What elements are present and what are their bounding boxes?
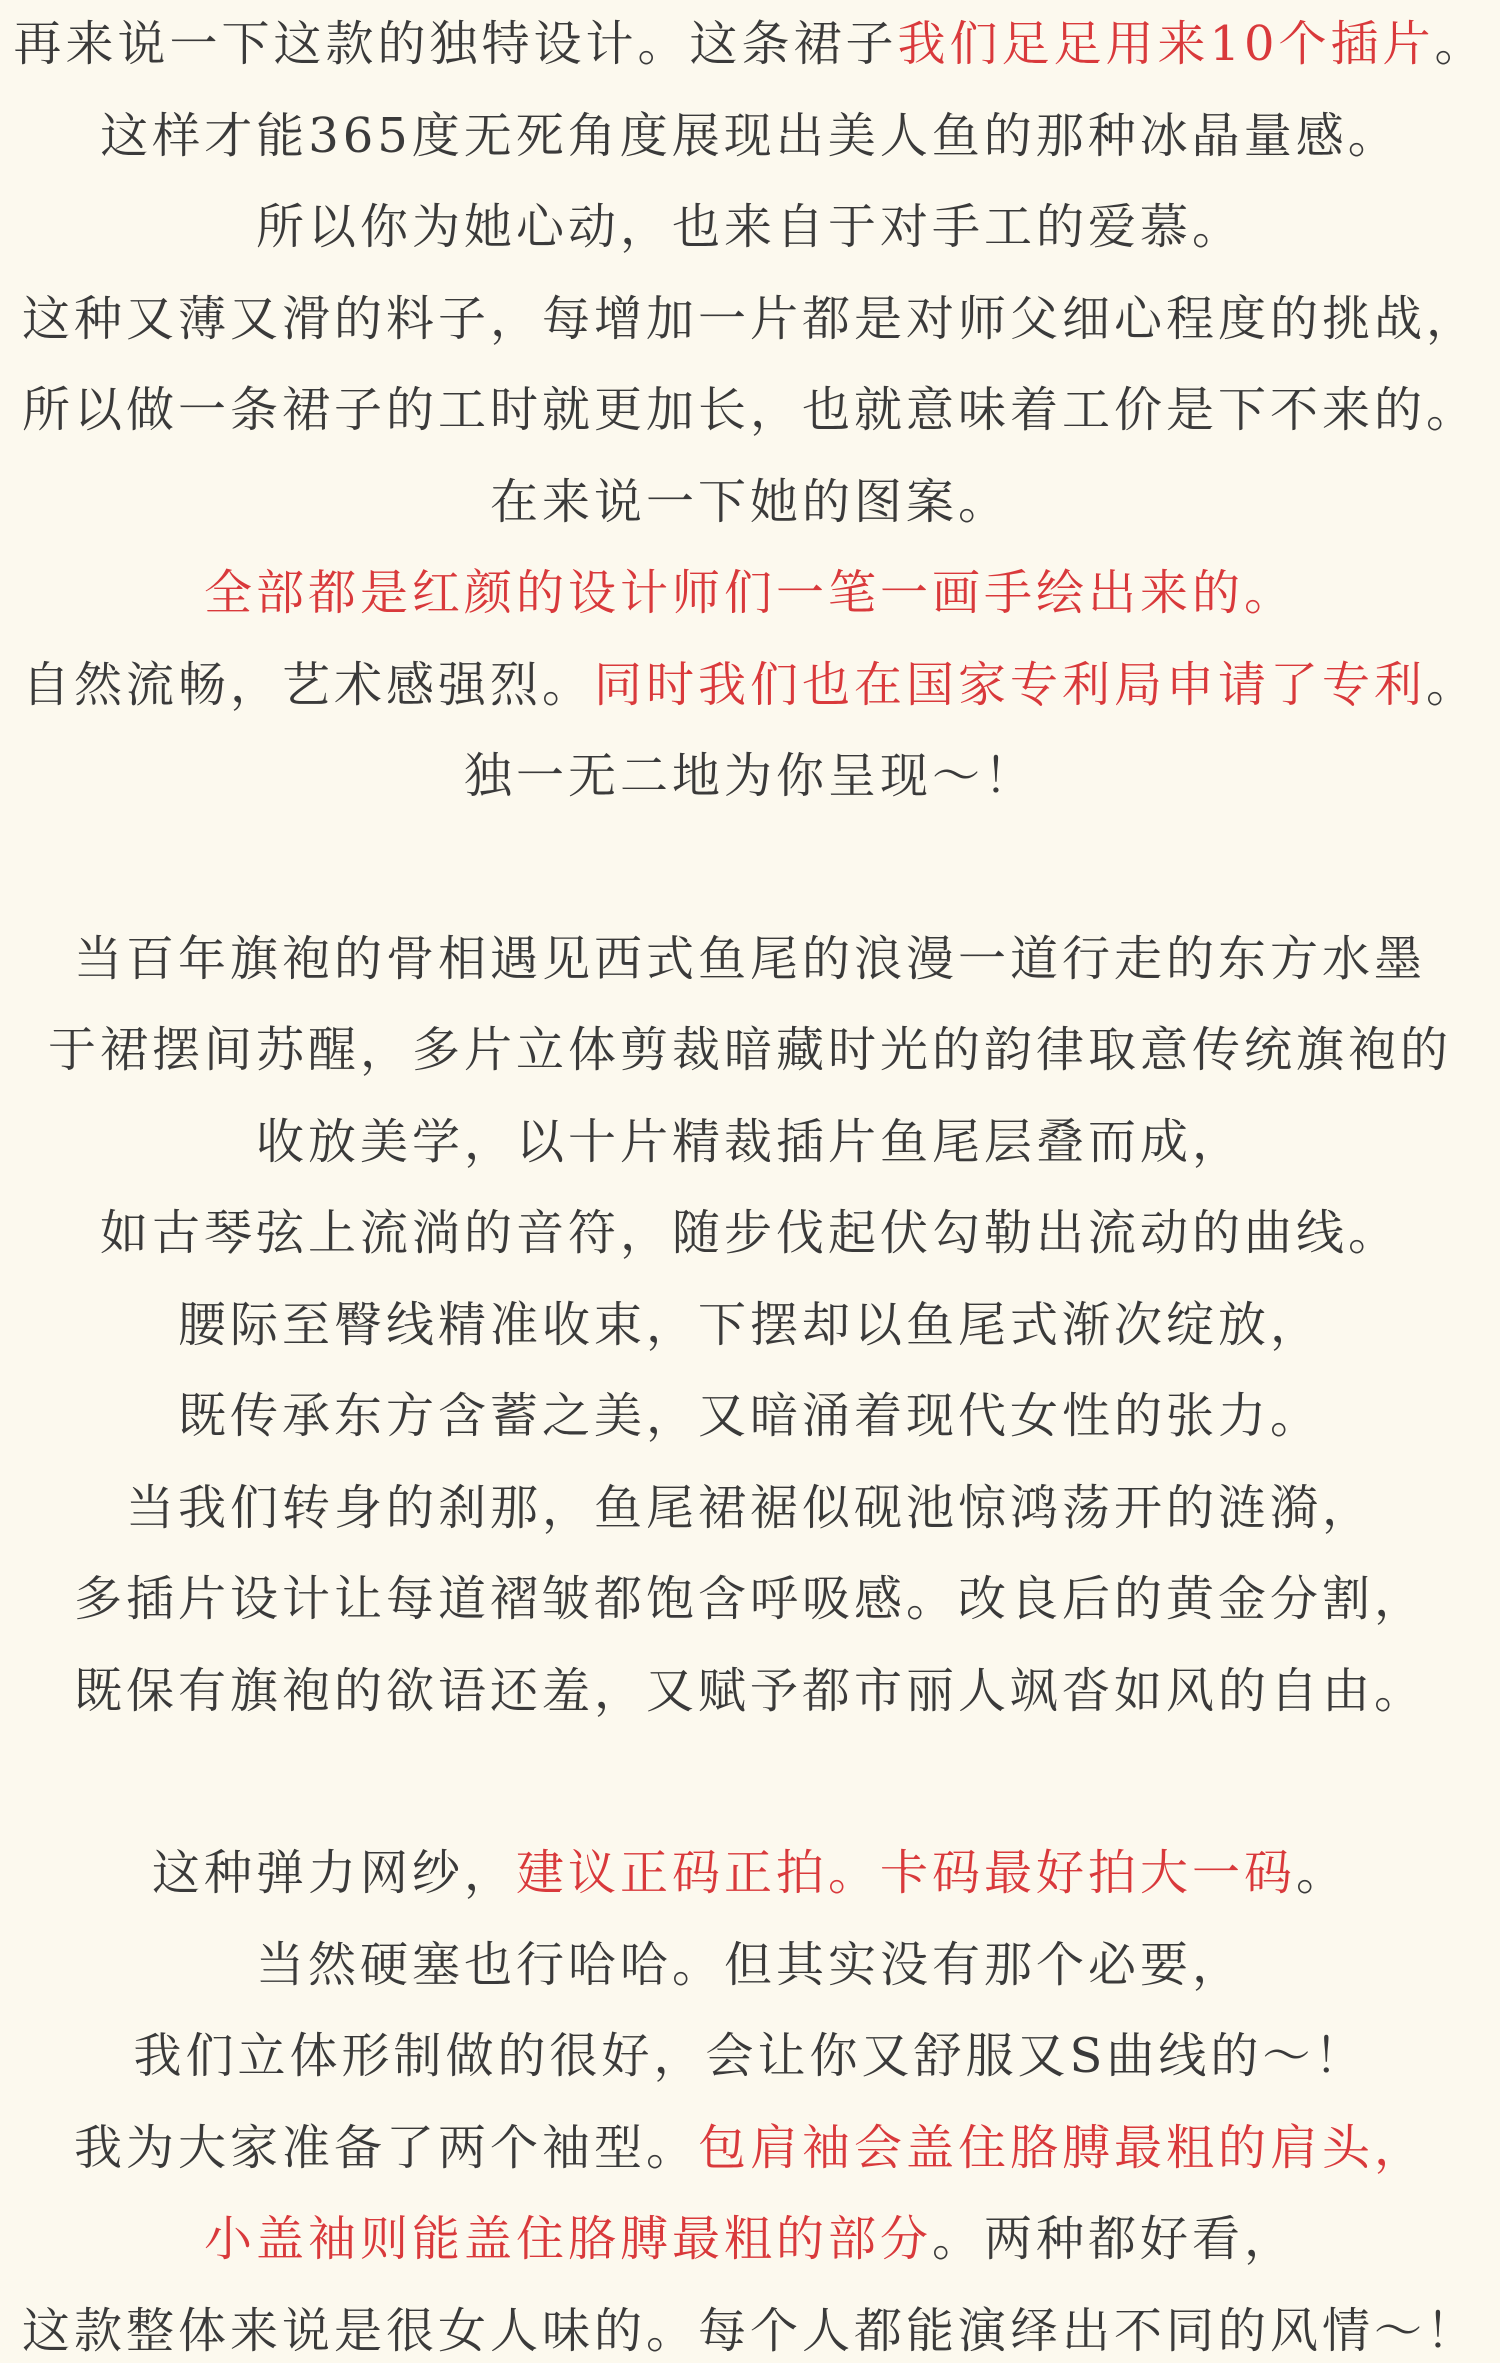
text-line	[0, 1933, 1500, 1997]
text-segment: 我为大家准备了两个袖型。	[73, 2119, 698, 2176]
text-segment: 腰际至臀线精准收束，下摆却以鱼尾式渐次绽放，	[177, 1296, 1322, 1353]
text-line	[0, 1476, 1500, 1540]
text-segment: 多插片设计让每道褶皱都饱含呼吸感。改良后的黄金分割，	[73, 1571, 1426, 1627]
text-line	[0, 1293, 1500, 1357]
text-segment: 当我们转身的刹那，鱼尾裙裾似砚池惊鸿荡开的涟漪，	[125, 1479, 1374, 1536]
text-line	[0, 12, 1500, 76]
text-segment: 既传承东方含蓄之美，又暗涌着现代女性的张力。	[177, 1388, 1322, 1444]
text-line	[0, 2207, 1500, 2271]
text-segment: 。	[1296, 1845, 1349, 1901]
text-segment: 既保有旗袍的欲语还羞，又赋予都市丽人飒沓如风的自由。	[73, 1662, 1426, 1719]
text-line	[0, 2024, 1500, 2088]
text-segment: 于裙摆间苏醒，多片立体剪裁暗藏时光的韵律取意传统旗袍的	[47, 1022, 1452, 1078]
text-line	[0, 1201, 1500, 1265]
text-segment: 。	[1426, 656, 1479, 713]
text-line	[0, 195, 1500, 259]
text-line	[0, 561, 1500, 625]
text-line	[0, 1567, 1500, 1631]
text-line	[0, 287, 1500, 351]
text-line	[0, 1384, 1500, 1448]
text-segment: 这种弹力网纱，	[151, 1845, 516, 1901]
text-segment: 再来说一下这款的独特设计。这条裙子	[13, 16, 898, 72]
text-line	[0, 2116, 1500, 2180]
highlight-text: 小盖袖则能盖住胳膊最粗的部分	[203, 2211, 932, 2267]
text-segment: 所以做一条裙子的工时就更加长，也就意味着工价是下不来的。	[21, 382, 1478, 438]
text-line	[0, 1659, 1500, 1723]
text-segment: 当百年旗袍的骨相遇见西式鱼尾的浪漫一道行走的东方水墨	[73, 930, 1426, 987]
text-segment: 这种又薄又滑的料子，每增加一片都是对师父细心程度的挑战，	[21, 290, 1478, 347]
text-line	[0, 744, 1500, 808]
text-line	[0, 653, 1500, 717]
highlight-text: 全部都是红颜的设计师们一笔一画手绘出来的。	[203, 565, 1296, 621]
text-segment: 收放美学，以十片精裁插片鱼尾层叠而成，	[255, 1113, 1244, 1170]
text-line	[0, 104, 1500, 168]
text-line	[0, 927, 1500, 991]
text-line	[0, 1841, 1500, 1905]
text-line	[0, 378, 1500, 442]
text-segment: 自然流畅，艺术感强烈。	[21, 656, 594, 713]
text-segment: 我们立体形制做的很好，会让你又舒服又S曲线的～！	[133, 2028, 1367, 2084]
text-segment: 。两种都好看，	[932, 2211, 1297, 2267]
text-segment: 独一无二地为你呈现～！	[463, 748, 1036, 804]
text-line	[0, 2299, 1500, 2363]
highlight-text: 同时我们也在国家专利局申请了专利	[593, 656, 1426, 713]
text-segment: 如古琴弦上流淌的音符，随步伐起伏勾勒出流动的曲线。	[99, 1205, 1400, 1261]
highlight-text: 建议正码正拍。卡码最好拍大一码	[515, 1845, 1296, 1901]
text-segment: 当然硬塞也行哈哈。但其实没有那个必要，	[255, 1936, 1244, 1993]
text-segment: 这样才能365度无死角度展现出美人鱼的那种冰晶量感。	[100, 107, 1400, 164]
text-segment: 这款整体来说是很女人味的。每个人都能演绎出不同的风情～！	[21, 2302, 1478, 2359]
text-line	[0, 470, 1500, 534]
text-segment: 所以你为她心动，也来自于对手工的爱慕。	[255, 199, 1244, 255]
highlight-text: 包肩袖会盖住胳膊最粗的肩头，	[698, 2119, 1427, 2176]
text-segment: 。	[1434, 16, 1487, 72]
text-line	[0, 1110, 1500, 1174]
highlight-text: 我们足足用来10个插片	[897, 16, 1435, 72]
text-segment: 在来说一下她的图案。	[489, 473, 1010, 530]
text-line	[0, 1018, 1500, 1082]
